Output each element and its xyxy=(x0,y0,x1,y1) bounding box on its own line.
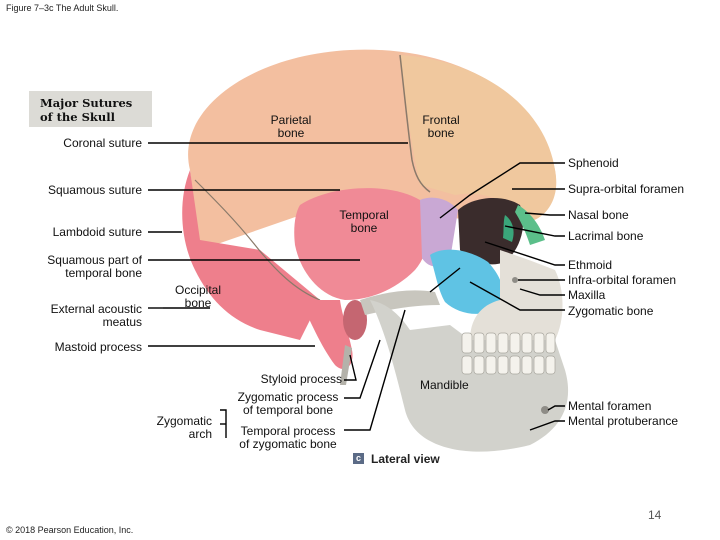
label-occipital-line1: Occipital xyxy=(174,283,221,297)
label-styloid-process: Styloid process xyxy=(260,372,342,386)
label-zygomatic-process xyxy=(228,391,348,417)
label-nasal-bone: Nasal bone xyxy=(568,208,629,222)
label-parietal-line1: Parietal xyxy=(270,113,312,127)
label-mandible: Mandible xyxy=(420,378,469,392)
label-maxilla: Maxilla xyxy=(568,288,606,302)
sutures-title-line1: Major Sutures xyxy=(40,96,133,110)
label-squamous-suture: Squamous suture xyxy=(47,183,142,197)
label-zygomatic-arch-line1: Zygomatic xyxy=(156,414,212,428)
label-occipital-bone xyxy=(168,284,228,310)
label-sphenoid: Sphenoid xyxy=(568,156,619,170)
label-squamous-part-line1: Squamous part of xyxy=(47,253,142,267)
view-badge: c xyxy=(353,453,364,464)
label-lacrimal-bone: Lacrimal bone xyxy=(568,229,644,243)
label-temporal-line1: Temporal xyxy=(339,208,389,222)
mental-foramen-shape xyxy=(541,406,549,414)
label-zygomatic-process-line2: of temporal bone xyxy=(242,403,334,417)
label-parietal-bone xyxy=(268,114,314,140)
label-temporal-bone xyxy=(334,209,394,235)
copyright: © 2018 Pearson Education, Inc. xyxy=(6,525,134,535)
label-zygomatic-arch-line2: arch xyxy=(188,427,212,441)
label-infra-orbital-foramen: Infra-orbital foramen xyxy=(568,273,677,287)
label-frontal-line1: Frontal xyxy=(422,113,460,127)
label-external-acoustic-line1: External acoustic xyxy=(50,302,142,316)
label-parietal-line2: bone xyxy=(277,126,305,140)
label-mastoid-process: Mastoid process xyxy=(54,340,142,354)
figure-title: Figure 7–3c The Adult Skull. xyxy=(6,3,119,13)
label-squamous-part-line2: temporal bone xyxy=(65,266,142,280)
label-external-acoustic-meatus xyxy=(51,303,142,329)
temporal-bone-shape xyxy=(294,188,429,300)
label-occipital-line2: bone xyxy=(184,296,212,310)
label-zygomatic-arch xyxy=(157,415,212,441)
label-frontal-line2: bone xyxy=(427,126,455,140)
label-supra-orbital-foramen: Supra-orbital foramen xyxy=(568,182,685,196)
label-zygomatic-process-line1: Zygomatic process xyxy=(237,390,339,404)
label-coronal-suture: Coronal suture xyxy=(63,136,142,150)
label-external-acoustic-line2: meatus xyxy=(102,315,142,329)
label-ethmoid: Ethmoid xyxy=(568,258,613,272)
label-squamous-part xyxy=(47,254,142,280)
label-mental-protuberance: Mental protuberance xyxy=(568,414,679,428)
label-frontal-bone xyxy=(418,114,464,140)
label-temporal-process-line2: of zygomatic bone xyxy=(239,437,337,451)
label-temporal-process-line1: Temporal process xyxy=(240,424,336,438)
label-temporal-line2: bone xyxy=(350,221,378,235)
label-lambdoid-suture: Lambdoid suture xyxy=(52,225,142,239)
view-label: Lateral view xyxy=(371,452,440,466)
sutures-title-line2: of the Skull xyxy=(40,110,115,124)
infra-orbital-foramen-shape xyxy=(512,277,518,283)
label-mental-foramen: Mental foramen xyxy=(568,399,652,413)
label-temporal-process xyxy=(228,425,348,451)
label-zygomatic-bone: Zygomatic bone xyxy=(568,304,654,318)
page-number: 14 xyxy=(648,508,662,522)
sutures-box-title xyxy=(40,96,150,124)
